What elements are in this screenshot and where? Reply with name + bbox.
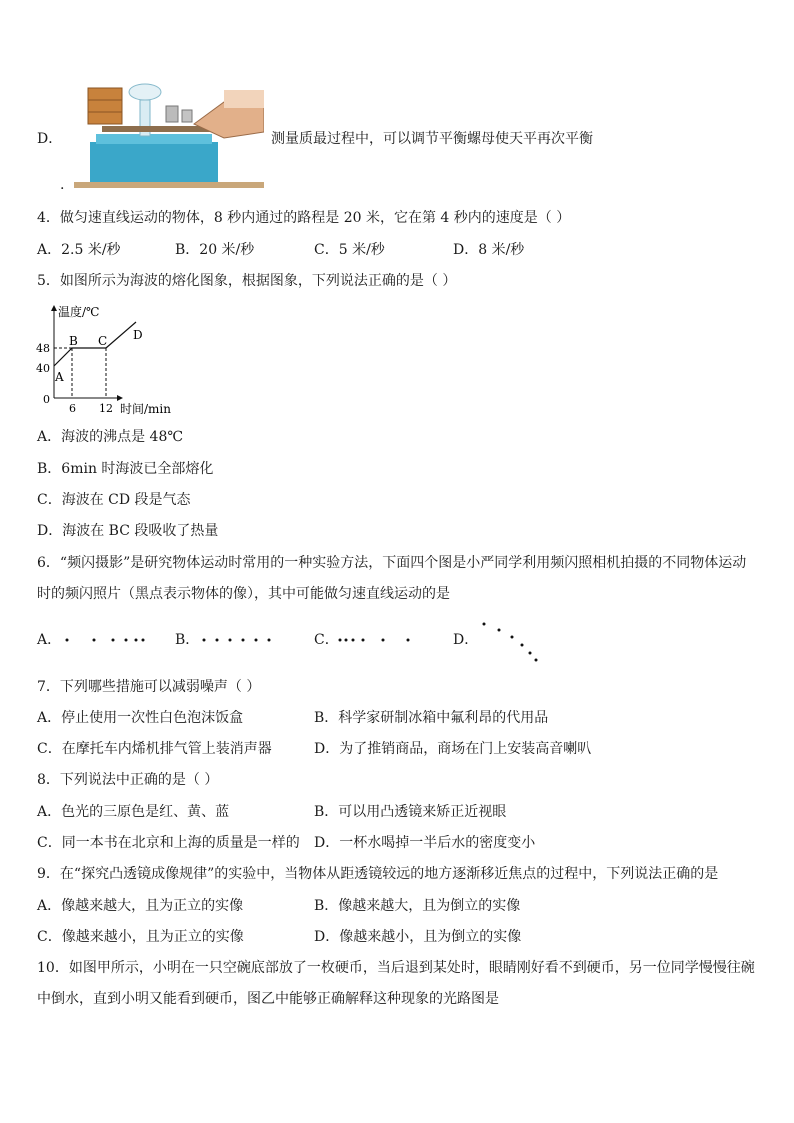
q5-option-b: B．6min 时海波已全部熔化 [37,461,214,477]
q8-option-d: D．一杯水喝掉一半后水的密度变小 [314,835,536,851]
q6-stem-line1: 6．“频闪摄影”是研究物体运动时常用的一种实验方法，下面四个图是小严同学利用频闪照相机拍摄的不同物体运动 [37,555,747,571]
graph-ytick-0: 0 [43,393,50,406]
q9-option-b: B．像越来越大，且为倒立的实像 [314,898,521,914]
q6-stem-line2: 时的频闪照片（黑点表示物体的像），其中可能做匀速直线运动的是 [37,586,450,602]
q7-option-b: B．科学家研制冰箱中氟利昂的代用品 [314,710,549,726]
graph-xlabel: 时间/min [120,402,171,416]
q3-option-d-text: 测量质最过程中，可以调节平衡螺母使天平再次平衡 [271,131,593,147]
q7-option-d: D．为了推销商品，商场在门上安装高音喇叭 [314,741,592,757]
q7-stem: 7．下列哪些措施可以减弱噪声（ ） [37,679,261,695]
q6-option-b-label: B． [175,632,200,648]
q7-option-a: A．停止使用一次性白色泡沫饭盒 [37,710,244,726]
q6-option-b-dots [198,632,278,648]
q8-option-c: C．同一本书在北京和上海的质量是一样的 [37,835,300,851]
q9-stem: 9．在“探究凸透镜成像规律”的实验中，当物体从距透镜较远的地方逐渐移近焦点的过程中，下列说法正确的是 [37,866,719,882]
graph-ytick-40: 40 [36,362,50,375]
q5-option-c: C．海波在 CD 段是气态 [37,492,191,508]
q3-trailing-dot: . [60,177,65,193]
graph-curve [54,348,106,366]
graph-point-d: D [133,328,143,342]
q6-option-a-label: A． [37,632,62,648]
melting-graph [36,300,186,418]
q9-option-c: C．像越来越小，且为正立的实像 [37,929,244,945]
q9-option-d: D．像越来越小，且为倒立的实像 [314,929,522,945]
graph-ytick-48: 48 [36,342,50,355]
q10-stem-line1: 10．如图甲所示，小明在一只空碗底部放了一枚硬币，当后退到某处时，眼睛刚好看不到硬币，另一位同学慢慢往碗 [37,960,755,976]
q5-option-d: D．海波在 BC 段吸收了热量 [37,523,219,539]
q8-option-a: A．色光的三原色是红、黄、蓝 [37,804,230,820]
q9-option-a: A．像越来越大，且为正立的实像 [37,898,244,914]
q5-option-a: A．海波的沸点是 48℃ [37,429,184,445]
balance-scale-illustration [74,80,264,190]
q6-option-c-label: C． [314,632,339,648]
q4-option-d: D．8 米/秒 [453,242,525,258]
q5-stem: 5．如图所示为海波的熔化图象，根据图象，下列说法正确的是（ ） [37,273,457,289]
graph-ylabel: 温度/℃ [58,305,100,319]
graph-xtick-12: 12 [99,402,113,415]
q8-stem: 8．下列说法中正确的是（ ） [37,772,219,788]
q6-option-d-dots [474,618,546,666]
q4-option-a: A．2.5 米/秒 [37,242,121,258]
graph-point-b: B [69,334,78,348]
q8-option-b: B．可以用凸透镜来矫正近视眼 [314,804,507,820]
graph-xtick-6: 6 [69,402,76,415]
q4-stem: 4．做匀速直线运动的物体，8 秒内通过的路程是 20 米，它在第 4 秒内的速度是（ ） [37,210,571,226]
q6-option-c-dots [336,632,416,648]
graph-point-a: A [55,370,64,384]
q4-option-c: C．5 米/秒 [314,242,385,258]
q6-option-d-label: D． [453,632,479,648]
q4-option-b: B．20 米/秒 [175,242,255,258]
q3-option-d-label: D． [37,131,63,147]
q6-option-a-dots [60,632,150,648]
q10-stem-line2: 中倒水，直到小明又能看到硬币，图乙中能够正确解释这种现象的光路图是 [37,991,499,1007]
graph-curve-cd [106,322,136,348]
q7-option-c: C．在摩托车内烯机排气管上装消声器 [37,741,272,757]
graph-point-c: C [98,334,108,348]
